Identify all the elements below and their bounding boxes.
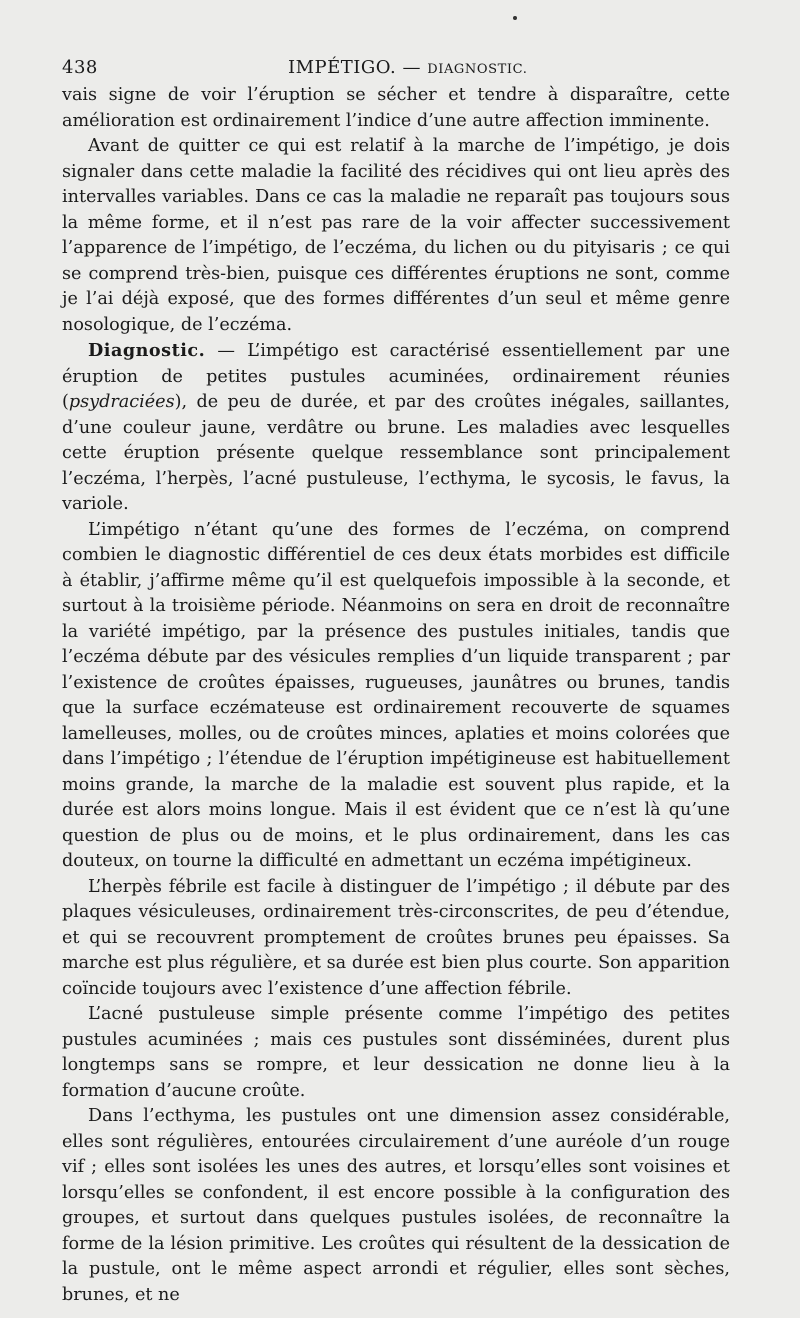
running-head-title: IMPÉTIGO.: [288, 57, 397, 78]
diagnostic-text-b: ), de peu de durée, et par des croûtes inégales, saillantes, d’une couleur jaune, verdâtre ou brune. Les maladies avec lesquelles cette éruption présente quelque ressemblance sont principalement l’eczéma, l’herpès, l’acné pustuleuse, l’ecthyma, le sycosis, le favus, la variole.: [62, 392, 730, 514]
paragraph-recidives: Avant de quitter ce qui est relatif à la marche de l’impétigo, je dois signaler dans cette maladie la facilité des récidives qui ont lieu après des intervalles variables. Dans ce cas la maladie ne reparaît pas toujours sous la même forme, et il n’est pas rare de la voir affecter successivement l’apparence de l’impétigo, de l’eczéma, du lichen ou du pityisaris ; ce qui se comprend très-bien, puisque ces différentes éruptions ne sont, comme je l’ai déjà exposé, que des formes différentes d’un seul et même genre nosologique, de l’eczéma.: [62, 136, 730, 335]
paragraph-continuation: vais signe de voir l’éruption se sécher et tendre à disparaître, cette amélioration est ordinairement l’indice d’une autre affection imminente.: [62, 85, 730, 131]
running-head: [288, 57, 527, 78]
paragraph-eczema: L’impétigo n’étant qu’une des formes de l’eczéma, on comprend combien le diagnostic différentiel de ces deux états morbides est difficile à établir, j’affirme même qu’il est quelquefois impossible à la seconde, et surtout à la troisième période. Néanmoins on sera en droit de reconnaître la variété impétigo, par la présence des pustules initiales, tandis que l’eczéma débute par des vésicules remplies d’un liquide transparent ; par l’existence de croûtes épaisses, rugueuses, jaunâtres ou brunes, tandis que la surface eczémateuse est ordinairement recouverte de squames lamelleuses, molles, ou de croûtes minces, aplaties et moins colorées que dans l’impétigo ; l’étendue de l’éruption impétigineuse est habituellement moins grande, la marche de la maladie est souvent plus rapide, et la durée est alors moins longue. Mais il est évident que ce n’est là qu’une question de plus ou de moins, et le plus ordinairement, dans les cas douteux, on tourne la difficulté en admettant un eczéma impétigineux.: [62, 519, 730, 871]
running-head-subtitle: DIAGNOSTIC.: [427, 62, 528, 77]
paragraph-ecthyma: Dans l’ecthyma, les pustules ont une dimension assez considérable, elles sont régulières, entourées circulairement d’une auréole d’un rouge vif ; elles sont isolées les unes des autres, et lorsqu’elles sont voisines et lorsqu’elles se confondent, il est encore possible à la configuration des groupes, et surtout dans quelques pustules isolées, de reconnaître la forme de la lésion primitive. Les croûtes qui résultent de la dessication de la pustule, ont le même aspect arrondi et régulier, elles sont sèches, brunes, et ne: [62, 1106, 730, 1305]
ink-speck: [513, 16, 517, 20]
paragraph-herpes: L’herpès fébrile est facile à distinguer de l’impétigo ; il débute par des plaques vésiculeuses, ordinairement très-circonscrites, de peu d’étendue, et qui se recouvrent promptement de croûtes brunes peu épaisses. Sa marche est plus régulière, et sa durée est bien plus courte. Son apparition coïncide toujours avec l’existence d’une affection fébrile.: [62, 876, 730, 999]
paragraph-acne: L’acné pustuleuse simple présente comme l’impétigo des petites pustules acuminées ; mais ces pustules sont disséminées, durent plus longtemps sans se rompre, et leur dessication ne donne lieu à la formation d’aucune croûte.: [62, 1004, 730, 1101]
diagnostic-italic-term: psydraciées: [68, 392, 175, 412]
paragraph-diagnostic: [62, 338, 730, 518]
running-head-dash: —: [402, 57, 421, 78]
page-header: [62, 55, 730, 83]
diagnostic-text-a: L’impétigo est caractérisé essentiellement par une éruption de petites pustules acuminées, ordinairement réunies (: [62, 341, 731, 412]
section-heading-dash: —: [205, 341, 248, 361]
page-number: 438: [62, 57, 98, 78]
page-body: [62, 83, 730, 1308]
section-heading-diagnostic: Diagnostic.: [88, 340, 206, 361]
